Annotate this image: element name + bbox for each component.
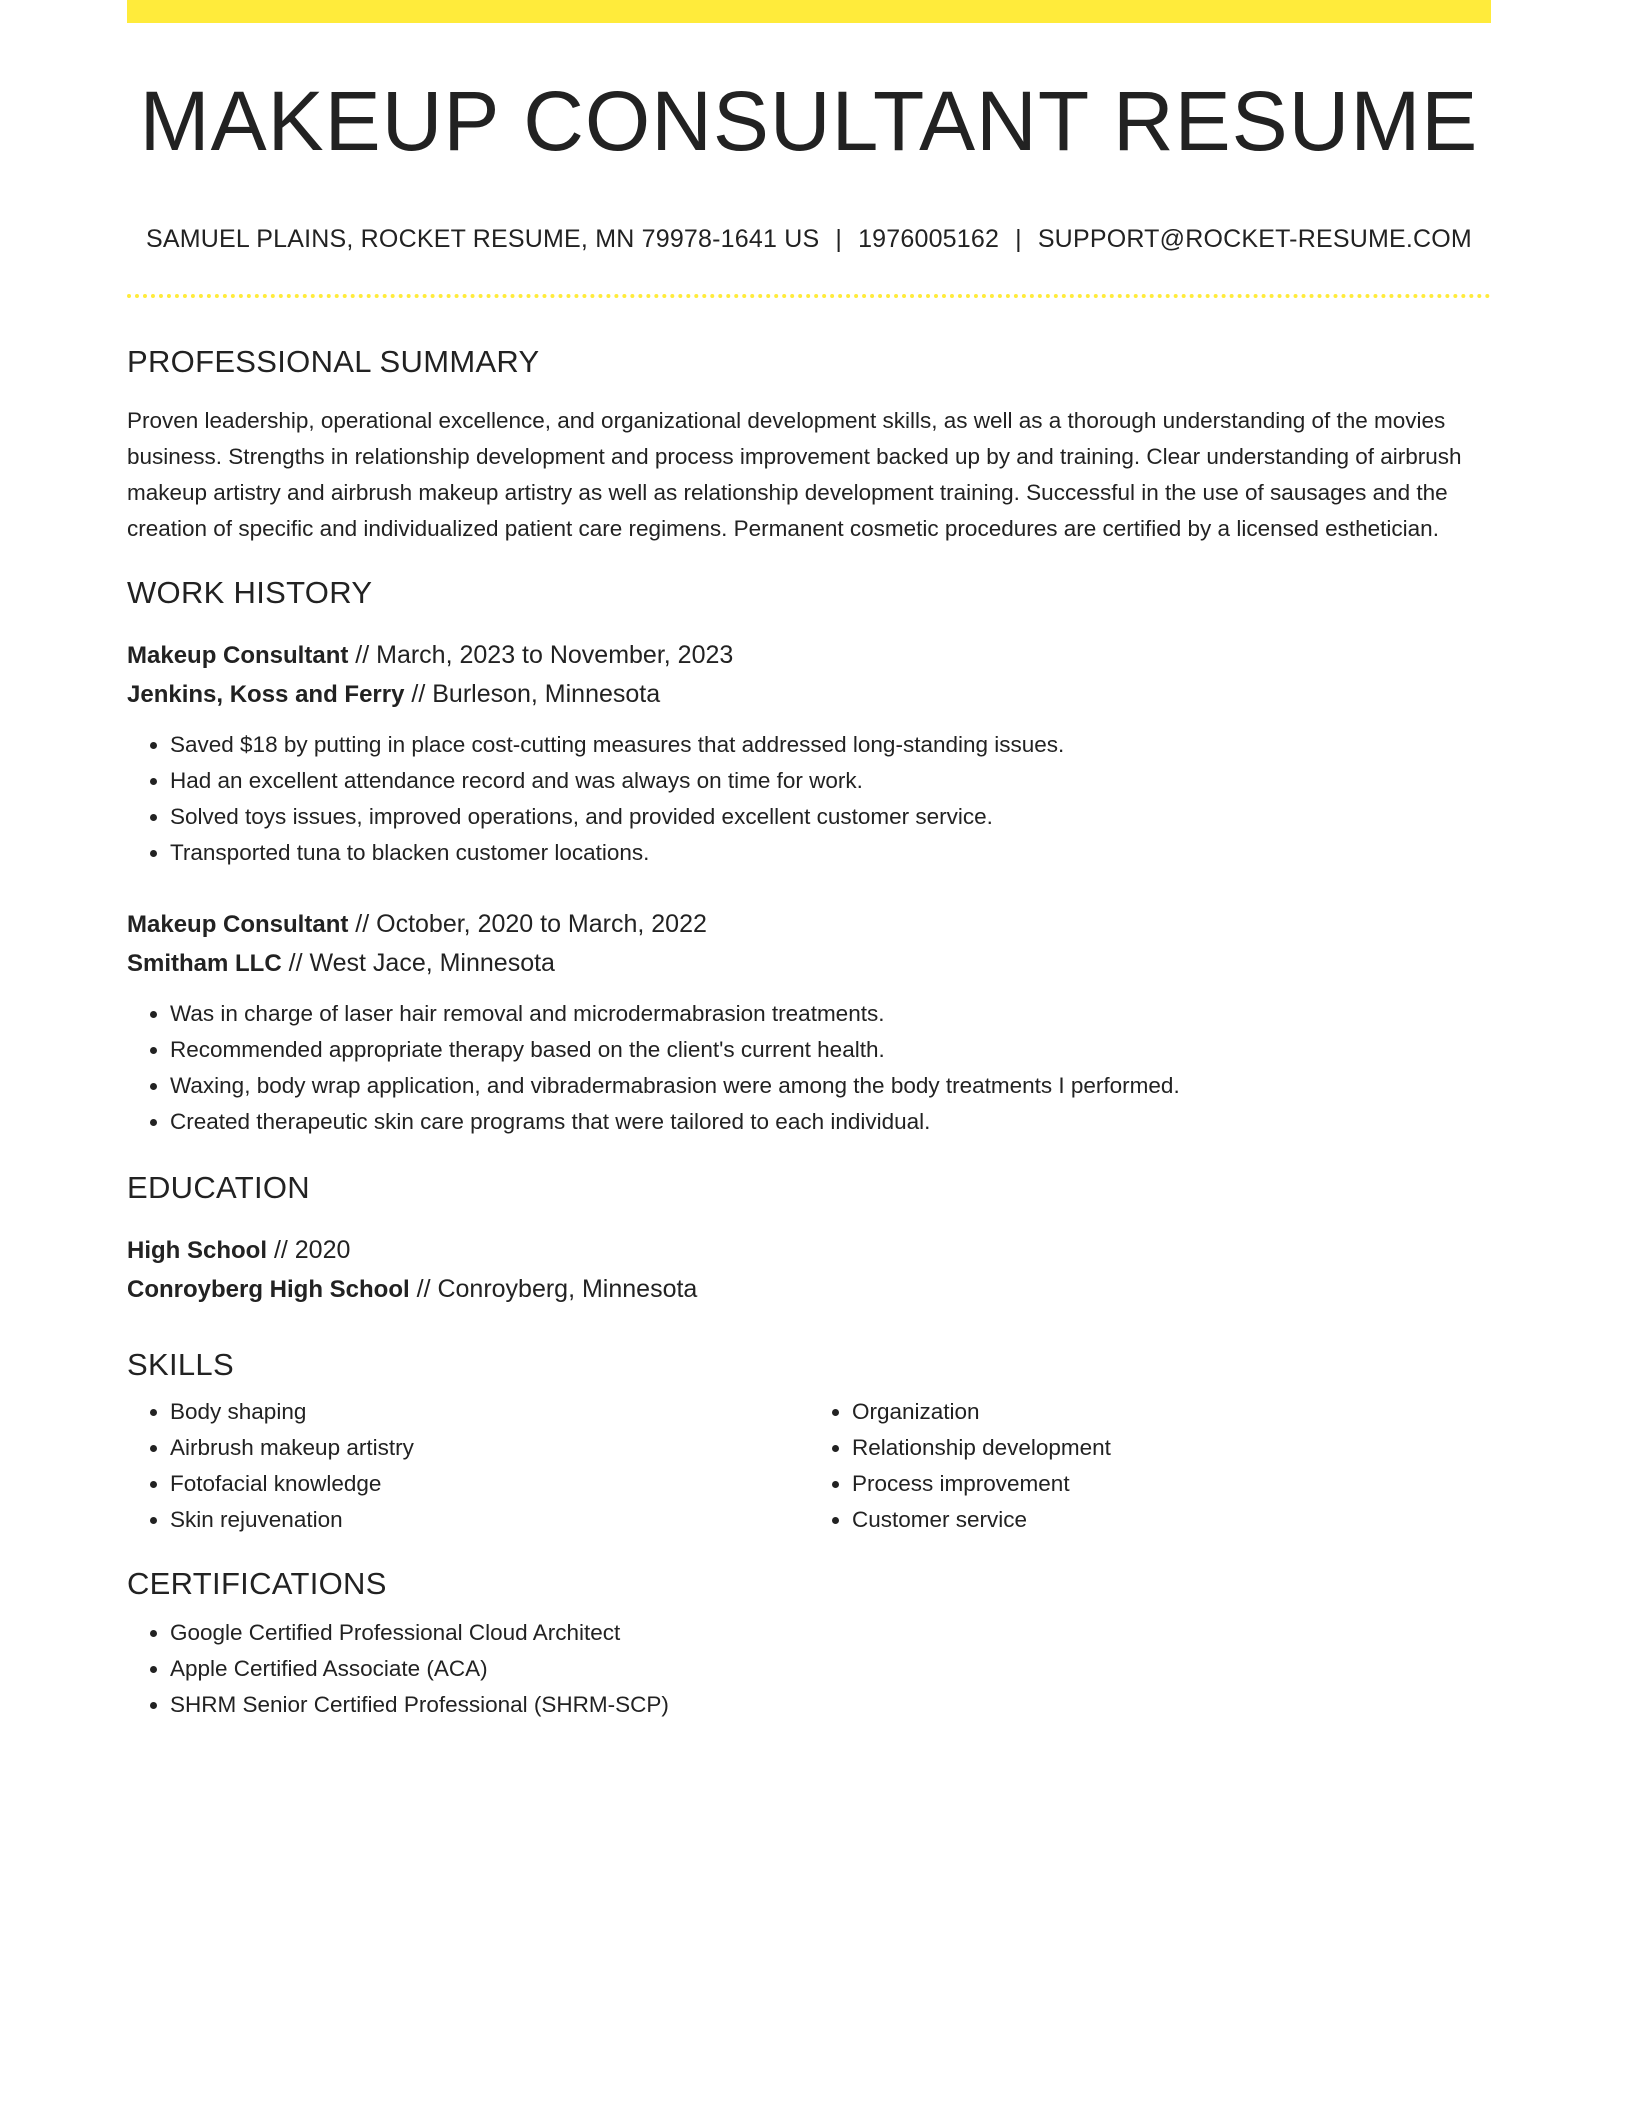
job-title-line <box>127 636 1491 675</box>
certifications-block <box>127 1615 1491 1723</box>
skills-list-right <box>809 1394 1491 1538</box>
contact-line <box>127 227 1491 252</box>
contact-separator: | <box>835 225 843 253</box>
section-heading-summary: PROFESSIONAL SUMMARY <box>127 344 540 379</box>
job-entry <box>127 636 1491 871</box>
list-item: • Relationship development <box>852 1430 1491 1466</box>
job-dates: // March, 2023 to November, 2023 <box>348 641 734 669</box>
job-company: Smitham LLC <box>127 950 282 977</box>
job-company-line <box>127 675 1491 714</box>
top-accent-bar <box>127 0 1491 23</box>
dotted-divider <box>127 294 1491 298</box>
job-location: // Burleson, Minnesota <box>404 680 661 708</box>
list-item: • Saved $18 by putting in place cost-cutting measures that addressed long-standing issues. <box>170 727 1491 763</box>
job-title: Makeup Consultant <box>127 642 349 669</box>
education-degree-line <box>127 1231 1491 1270</box>
list-item: • Google Certified Professional Cloud Architect <box>170 1615 1491 1651</box>
list-item: • Had an excellent attendance record and was always on time for work. <box>170 763 1491 799</box>
list-item: • Body shaping <box>170 1394 809 1430</box>
list-item: • Process improvement <box>852 1466 1491 1502</box>
job-entry <box>127 905 1491 1140</box>
list-item: • Customer service <box>852 1502 1491 1538</box>
resume-title: MAKEUP CONSULTANT RESUME <box>139 74 1479 168</box>
job-bullets <box>127 996 1491 1140</box>
job-company-line <box>127 944 1491 983</box>
contact-phone: 1976005162 <box>858 225 1000 253</box>
list-item: • Fotofacial knowledge <box>170 1466 809 1502</box>
list-item: • Was in charge of laser hair removal and microdermabrasion treatments. <box>170 996 1491 1032</box>
section-heading-work-history: WORK HISTORY <box>127 575 373 610</box>
section-heading-skills: SKILLS <box>127 1347 234 1382</box>
skills-list-left <box>127 1394 809 1538</box>
education-school-line <box>127 1270 1491 1309</box>
list-item: • Organization <box>852 1394 1491 1430</box>
education-entry <box>127 1231 1491 1309</box>
list-item: • SHRM Senior Certified Professional (SHRM-SCP) <box>170 1687 1491 1723</box>
list-item: • Airbrush makeup artistry <box>170 1430 809 1466</box>
job-company: Jenkins, Koss and Ferry <box>127 681 405 708</box>
contact-email: SUPPORT@ROCKET-RESUME.COM <box>1037 225 1472 253</box>
summary-text: Proven leadership, operational excellence, and organizational development skills, as well as a thorough understanding of the movies business. Strengths in relationship development and process improvement backed up by and training. Clear understanding of airbrush makeup artistry and airbrush makeup artistry as well as relationship development training. Successful in the use of sausages and the creation of specific and individualized patient care regimens. Permanent cosmetic procedures are certified by a licensed esthetician. <box>127 408 1462 541</box>
certifications-list <box>127 1615 1491 1723</box>
education-year: // 2020 <box>267 1236 351 1264</box>
list-item: • Transported tuna to blacken customer locations. <box>170 835 1491 871</box>
list-item: • Created therapeutic skin care programs that were tailored to each individual. <box>170 1104 1491 1140</box>
list-item: • Skin rejuvenation <box>170 1502 809 1538</box>
section-heading-certifications: CERTIFICATIONS <box>127 1566 387 1601</box>
job-title: Makeup Consultant <box>127 911 349 938</box>
list-item: • Recommended appropriate therapy based on the client's current health. <box>170 1032 1491 1068</box>
list-item: • Waxing, body wrap application, and vibradermabrasion were among the body treatments I performed. <box>170 1068 1491 1104</box>
list-item: • Solved toys issues, improved operations, and provided excellent customer service. <box>170 799 1491 835</box>
contact-separator: | <box>1015 225 1022 253</box>
resume-page <box>127 0 1491 1723</box>
job-title-line <box>127 905 1491 944</box>
education-location: // Conroyberg, Minnesota <box>409 1275 698 1303</box>
contact-address: SAMUEL PLAINS, ROCKET RESUME, MN 79978-1641 US <box>146 225 820 253</box>
section-heading-education: EDUCATION <box>127 1170 310 1205</box>
job-dates: // October, 2020 to March, 2022 <box>348 910 707 938</box>
job-bullets <box>127 727 1491 871</box>
job-location: // West Jace, Minnesota <box>281 949 555 977</box>
education-school: Conroyberg High School <box>127 1276 410 1303</box>
list-item: • Apple Certified Associate (ACA) <box>170 1651 1491 1687</box>
education-degree: High School <box>127 1237 267 1264</box>
skills-columns <box>127 1394 1491 1538</box>
